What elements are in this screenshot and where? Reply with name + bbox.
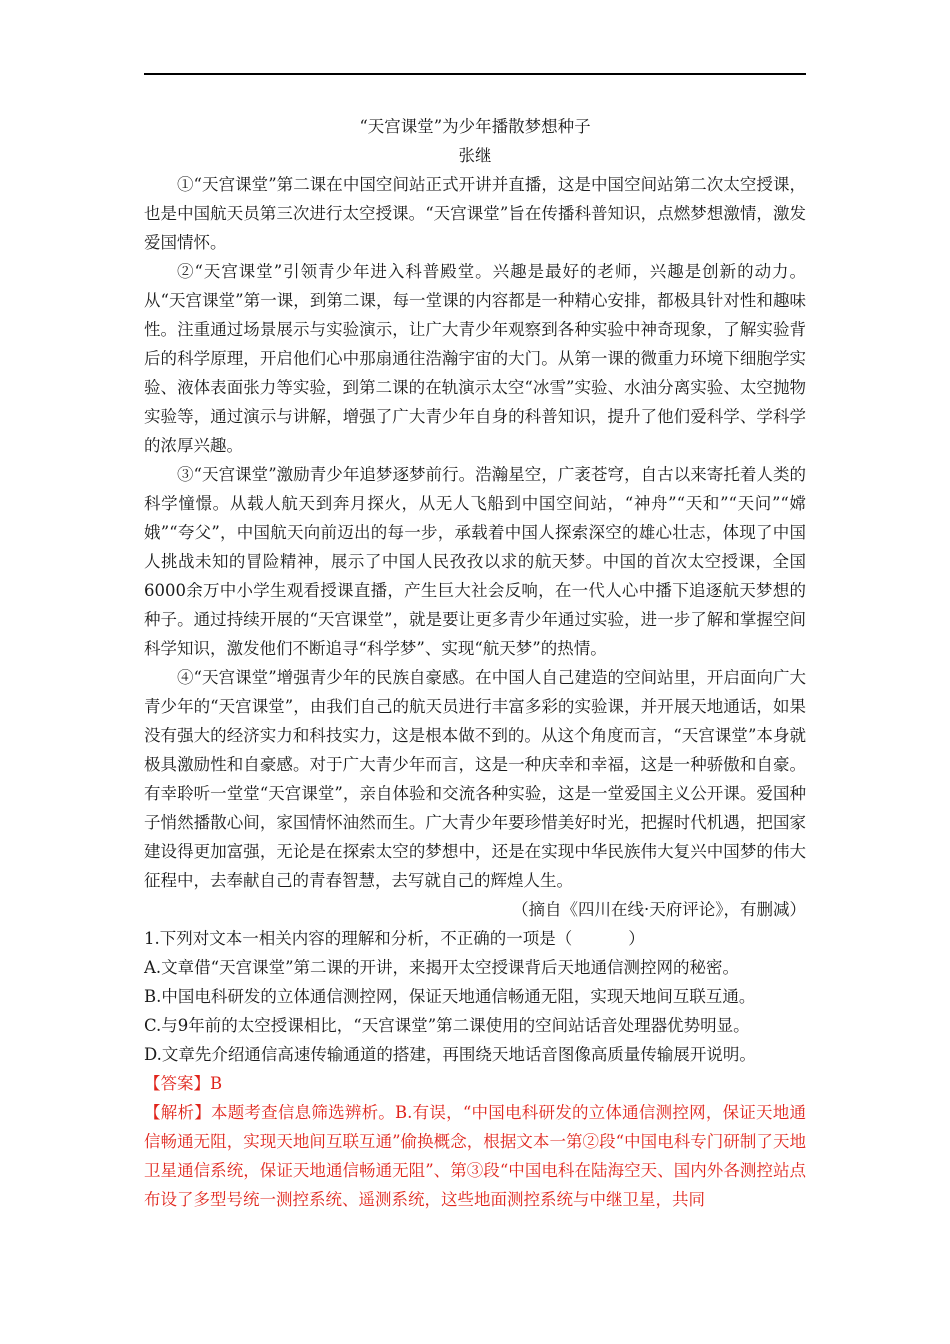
option-d: D.文章先介绍通信高速传输通道的搭建，再围绕天地话音图像高质量传输展开说明。 bbox=[144, 1045, 756, 1064]
analysis-text: 本题考查信息筛选辨析。B.有误，“中国电科研发的立体通信测控网，保证天地通信畅通无阻，实现天地间互联互通”偷换概念，根据文本一第②段“中国电科专门研制了天地卫星通信系统，保证天地通信畅通无阻”、第③段“中国电科在陆海空天、国内外各测控站点布设了多型号统一测控系统、遥测系统，这些地面测控系统与中继卫星，共同 bbox=[144, 1103, 807, 1209]
answer-tag: 【答案】 bbox=[144, 1074, 210, 1093]
analysis-block bbox=[144, 1098, 806, 1214]
header-rule bbox=[144, 73, 806, 75]
article-paragraph-4: ④“天宫课堂”增强青少年的民族自豪感。在中国人自己建造的空间站里，开启面向广大青少年的“天宫课堂”，由我们自己的航天员进行丰富多彩的实验课，并开展天地通话，如果没有强大的经济实力和科技实力，这是根本做不到的。从这个角度而言，“天宫课堂”本身就极具激励性和自豪感。对于广大青少年而言，这是一种庆幸和幸福，这是一种骄傲和自豪。有幸聆听一堂堂“天宫课堂”，亲自体验和交流各种实验，这是一堂爱国主义公开课。爱国种子悄然播散心间，家国情怀油然而生。广大青少年要珍惜美好时光，把握时代机遇，把国家建设得更加富强，无论是在探索太空的梦想中，还是在实现中华民族伟大复兴中国梦的伟大征程中，去奉献自己的青春智慧，去写就自己的辉煌人生。 bbox=[144, 668, 806, 890]
option-c: C.与9年前的太空授课相比，“天宫课堂”第二课使用的空间站话音处理器优势明显。 bbox=[144, 1016, 750, 1035]
question-stem-prefix: 1.下列对文本一相关内容的理解和分析，不正确的一项是（ bbox=[144, 929, 573, 948]
question-stem bbox=[144, 924, 806, 953]
analysis-tag: 【解析】 bbox=[144, 1103, 211, 1122]
option-a: A.文章借“天宫课堂”第二课的开讲，来揭开太空授课背后天地通信测控网的秘密。 bbox=[144, 958, 740, 977]
option-b: B.中国电科研发的立体通信测控网，保证天地通信畅通无阻，实现天地间互联互通。 bbox=[144, 987, 756, 1006]
article-paragraph-1: ①“天宫课堂”第二课在中国空间站正式开讲并直播，这是中国空间站第二次太空授课，也是中国航天员第三次进行太空授课。“天宫课堂”旨在传播科普知识，点燃梦想激情，激发爱国情怀。 bbox=[144, 175, 806, 252]
document-body bbox=[144, 112, 806, 1214]
answer-line bbox=[144, 1069, 806, 1098]
article-author: 张继 bbox=[458, 146, 492, 165]
article-paragraph-3: ③“天宫课堂”激励青少年追梦逐梦前行。浩瀚星空，广袤苍穹，自古以来寄托着人类的科学憧憬。从载人航天到奔月探火，从无人飞船到中国空间站，“神舟”“天和”“天问”“嫦娥”“夸父”，中国航天向前迈出的每一步，承载着中国人探索深空的雄心壮志，体现了中国人挑战未知的冒险精神，展示了中国人民孜孜以求的航天梦。中国的首次太空授课，全国6000余万中小学生观看授课直播，产生巨大社会反响，在一代人心中播下追逐航天梦想的种子。通过持续开展的“天宫课堂”，就是要让更多青少年通过实验，进一步了解和掌握空间科学知识，激发他们不断追寻“科学梦”、实现“航天梦”的热情。 bbox=[144, 465, 806, 658]
article-title: “天宫课堂”为少年播散梦想种子 bbox=[359, 117, 591, 136]
article-source: （摘自《四川在线·天府评论》，有删减） bbox=[512, 900, 806, 919]
question-stem-suffix: ） bbox=[628, 929, 645, 948]
answer-value: B bbox=[210, 1074, 223, 1093]
article-paragraph-2: ②“天宫课堂”引领青少年进入科普殿堂。兴趣是最好的老师，兴趣是创新的动力。从“天宫课堂”第一课，到第二课，每一堂课的内容都是一种精心安排，都极具针对性和趣味性。注重通过场景展示与实验演示，让广大青少年观察到各种实验中神奇现象，了解实验背后的科学原理，开启他们心中那扇通往浩瀚宇宙的大门。从第一课的微重力环境下细胞学实验、液体表面张力等实验，到第二课的在轨演示太空“冰雪”实验、水油分离实验、太空抛物实验等，通过演示与讲解，增强了广大青少年自身的科普知识，提升了他们爱科学、学科学的浓厚兴趣。 bbox=[144, 262, 806, 455]
